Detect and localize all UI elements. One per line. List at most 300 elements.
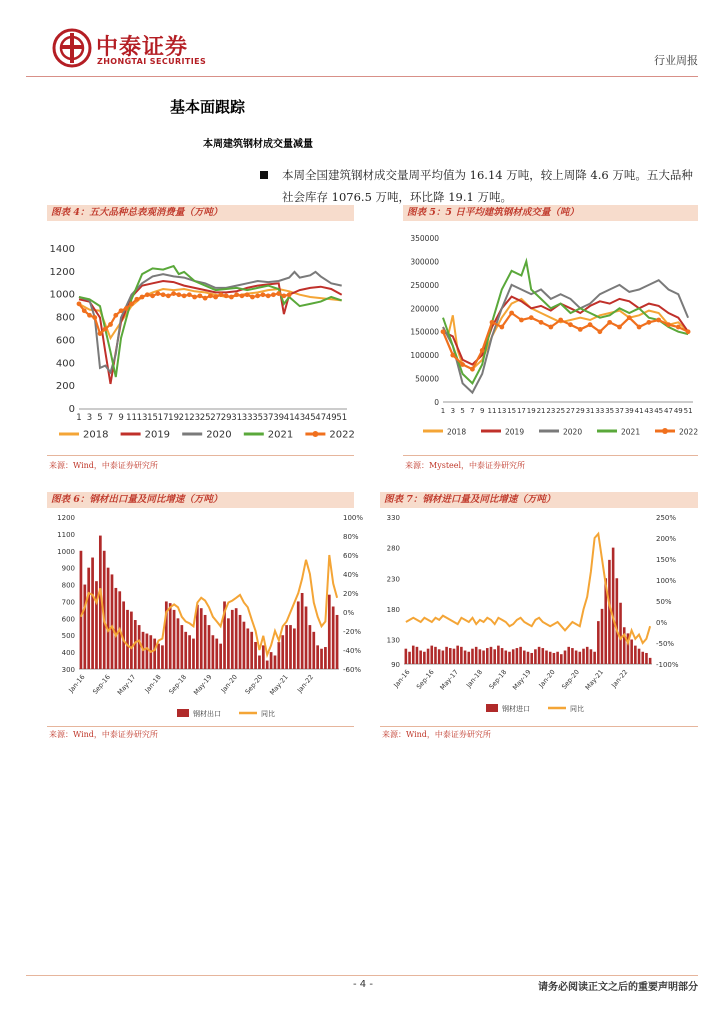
series-point-2022 bbox=[129, 301, 134, 306]
y-left-tick-label: 400 bbox=[61, 649, 75, 658]
bar bbox=[641, 652, 644, 664]
bar bbox=[285, 625, 288, 669]
series-point-2022 bbox=[113, 313, 118, 318]
bar bbox=[427, 649, 430, 664]
bar bbox=[173, 610, 176, 669]
x-tick-label: 15 bbox=[507, 407, 517, 415]
fig5-title: 图表 5：5 日平均建筑钢材成交量（吨） bbox=[403, 205, 698, 221]
legend-label: 2018 bbox=[83, 429, 109, 441]
series-point-2022 bbox=[597, 329, 602, 334]
x-tick-label: 37 bbox=[615, 407, 624, 415]
bar bbox=[289, 625, 292, 669]
y-left-tick-label: 300 bbox=[61, 666, 75, 674]
legend-label: 钢材出口 bbox=[193, 710, 221, 718]
x-tick-label: 27 bbox=[565, 407, 575, 415]
bar bbox=[445, 647, 448, 664]
y-left-tick-label: 1100 bbox=[57, 530, 75, 539]
series-point-2022 bbox=[509, 311, 514, 316]
x-tick-label: May-21 bbox=[583, 668, 606, 692]
series-point-2022 bbox=[480, 348, 485, 353]
x-tick-label: Jan-22 bbox=[295, 673, 316, 695]
y-left-tick-label: 800 bbox=[61, 581, 75, 590]
x-tick-label: Sep-16 bbox=[91, 673, 112, 696]
fig4-divider bbox=[47, 455, 354, 456]
bar bbox=[297, 601, 300, 669]
series-line-2020 bbox=[443, 280, 688, 392]
bar bbox=[530, 653, 533, 664]
bar bbox=[590, 649, 593, 664]
bar bbox=[479, 649, 482, 664]
series-point-2022 bbox=[98, 331, 103, 336]
bar bbox=[243, 622, 246, 669]
bar bbox=[616, 578, 619, 664]
x-tick-label: May-19 bbox=[192, 673, 214, 697]
bar bbox=[107, 568, 110, 669]
x-tick-label: 45 bbox=[654, 407, 664, 415]
bar bbox=[293, 628, 296, 669]
bar bbox=[567, 647, 570, 664]
x-tick-label: 47 bbox=[315, 413, 327, 423]
x-tick-label: 35 bbox=[605, 407, 615, 415]
legend-label: 2020 bbox=[206, 429, 232, 441]
footer-divider bbox=[26, 975, 698, 976]
fig6-divider bbox=[47, 726, 354, 727]
brand-logo-icon bbox=[52, 28, 92, 68]
series-point-2022 bbox=[607, 320, 612, 325]
bar bbox=[412, 646, 415, 664]
bar bbox=[593, 652, 596, 664]
x-tick-label: 13 bbox=[497, 407, 507, 415]
y-right-tick-label: -40% bbox=[343, 647, 362, 655]
x-tick-label: May-17 bbox=[115, 673, 138, 697]
series-point-2022 bbox=[519, 318, 524, 323]
series-point-2022 bbox=[637, 325, 642, 330]
series-point-2022 bbox=[578, 327, 583, 332]
series-point-2022 bbox=[124, 306, 129, 311]
y-tick-label: 0 bbox=[434, 398, 439, 407]
fig4-title: 图表 4：五大品种总表观消费量（万吨） bbox=[47, 205, 354, 221]
x-tick-label: 51 bbox=[683, 407, 693, 415]
bar bbox=[471, 649, 474, 664]
legend-swatch-bar bbox=[486, 704, 498, 712]
brand-name-en: ZHONGTAI SECURITIES bbox=[97, 57, 207, 66]
legend-label: 2019 bbox=[144, 429, 171, 441]
legend-label: 2022 bbox=[679, 427, 699, 437]
bar bbox=[416, 647, 419, 664]
bar bbox=[87, 568, 90, 669]
bar bbox=[270, 652, 273, 669]
x-tick-label: May-19 bbox=[511, 668, 533, 692]
bar bbox=[453, 649, 456, 664]
bar bbox=[523, 651, 526, 664]
x-tick-label: 29 bbox=[220, 413, 232, 423]
x-tick-label: 31 bbox=[231, 413, 243, 423]
y-tick-label: 600 bbox=[55, 335, 75, 347]
y-tick-label: 150000 bbox=[410, 327, 439, 337]
y-right-tick-label: 60% bbox=[343, 552, 359, 560]
bar bbox=[208, 625, 211, 669]
bar bbox=[419, 651, 422, 664]
bar bbox=[305, 607, 308, 669]
series-point-2022 bbox=[140, 295, 145, 300]
series-point-2022 bbox=[92, 315, 97, 320]
series-point-2022 bbox=[245, 292, 250, 297]
x-tick-label: 33 bbox=[241, 413, 253, 423]
y-left-tick-label: 1200 bbox=[57, 514, 75, 522]
series-point-2022 bbox=[234, 292, 239, 297]
series-point-2022 bbox=[266, 293, 271, 298]
series-point-2022 bbox=[450, 353, 455, 358]
bar bbox=[564, 651, 567, 664]
bar bbox=[649, 658, 652, 664]
y-right-tick-label: -20% bbox=[343, 628, 362, 636]
bar bbox=[560, 654, 563, 664]
x-tick-label: 7 bbox=[107, 413, 114, 423]
y-tick-label: 300000 bbox=[410, 257, 439, 267]
page-number: - 4 - bbox=[353, 979, 373, 990]
legend-label: 2019 bbox=[505, 427, 525, 437]
series-point-2022 bbox=[82, 308, 87, 313]
x-tick-label: 1 bbox=[76, 413, 82, 423]
legend-label: 钢材进口 bbox=[502, 705, 530, 713]
legend-label: 2018 bbox=[447, 427, 467, 437]
bar bbox=[227, 618, 230, 669]
bar bbox=[467, 652, 470, 664]
series-point-2022 bbox=[203, 296, 208, 301]
fig5-divider bbox=[403, 455, 698, 456]
x-tick-label: 51 bbox=[336, 413, 348, 423]
bar bbox=[312, 632, 315, 669]
y-right-tick-label: 20% bbox=[343, 590, 359, 598]
x-tick-label: 29 bbox=[575, 407, 585, 415]
bullet-icon bbox=[260, 171, 268, 179]
fig7-title: 图表 7：钢材进口量及同比增速（万吨） bbox=[380, 492, 698, 508]
y-right-tick-label: 0% bbox=[343, 609, 355, 617]
bar bbox=[258, 655, 261, 669]
series-point-2022 bbox=[255, 293, 260, 298]
bar bbox=[456, 646, 459, 664]
bar bbox=[571, 648, 574, 664]
y-left-tick-label: 1000 bbox=[57, 547, 75, 556]
y-tick-label: 200 bbox=[55, 381, 75, 393]
series-point-2022 bbox=[218, 292, 223, 297]
bar bbox=[619, 603, 622, 664]
x-tick-label: 33 bbox=[595, 407, 605, 415]
series-point-2022 bbox=[224, 293, 229, 298]
x-tick-label: 9 bbox=[479, 407, 485, 415]
x-tick-label: 19 bbox=[168, 413, 180, 423]
x-tick-label: 43 bbox=[644, 407, 654, 415]
series-point-2022 bbox=[282, 293, 287, 298]
bar bbox=[601, 609, 604, 664]
series-point-2022 bbox=[145, 292, 150, 297]
bar bbox=[83, 585, 86, 669]
series-point-2022 bbox=[108, 322, 113, 327]
series-point-2022 bbox=[208, 293, 213, 298]
legend-label: 2020 bbox=[563, 427, 583, 437]
fig6-source: 来源：Wind，中泰证券研究所 bbox=[49, 730, 158, 739]
bar bbox=[582, 649, 585, 664]
bar bbox=[301, 593, 304, 669]
bar bbox=[542, 648, 545, 664]
series-point-2022 bbox=[155, 291, 160, 296]
bar bbox=[482, 651, 485, 664]
y-right-tick-label: 150% bbox=[656, 556, 677, 564]
x-tick-label: 45 bbox=[304, 413, 316, 423]
x-tick-label: 21 bbox=[178, 413, 190, 423]
x-tick-label: 17 bbox=[516, 407, 526, 415]
bar bbox=[579, 652, 582, 664]
bar bbox=[111, 574, 114, 669]
y-left-tick-label: 180 bbox=[386, 605, 400, 614]
x-tick-label: 7 bbox=[470, 407, 475, 415]
series-point-2022 bbox=[627, 315, 632, 320]
fig4-source: 来源：Wind，中泰证券研究所 bbox=[49, 461, 158, 470]
y-tick-label: 50000 bbox=[415, 374, 439, 384]
y-left-tick-label: 900 bbox=[61, 564, 75, 573]
bar bbox=[324, 647, 327, 669]
series-point-2022 bbox=[166, 293, 171, 298]
series-point-2022 bbox=[119, 308, 124, 313]
series-point-2022 bbox=[171, 291, 176, 296]
bar bbox=[246, 628, 249, 669]
y-left-tick-label: 600 bbox=[61, 615, 75, 624]
bar bbox=[423, 652, 426, 664]
bar bbox=[575, 651, 578, 664]
series-point-2022 bbox=[646, 320, 651, 325]
bar bbox=[486, 648, 489, 664]
bar bbox=[586, 647, 589, 664]
y-right-tick-label: 80% bbox=[343, 533, 359, 541]
x-tick-label: Sep-18 bbox=[167, 673, 189, 696]
x-tick-label: 25 bbox=[556, 407, 566, 415]
legend-label: 2021 bbox=[621, 427, 641, 437]
x-tick-label: Sep-20 bbox=[243, 673, 265, 696]
series-point-2022 bbox=[558, 318, 563, 323]
bar bbox=[623, 627, 626, 664]
series-point-2022 bbox=[568, 322, 573, 327]
x-tick-label: 9 bbox=[118, 413, 124, 423]
x-tick-label: 47 bbox=[664, 407, 673, 415]
series-point-2022 bbox=[213, 295, 218, 300]
y-tick-label: 1000 bbox=[49, 289, 75, 301]
y-tick-label: 200000 bbox=[410, 304, 439, 314]
series-point-2022 bbox=[686, 329, 691, 334]
fig5-source: 来源：Mysteel，中泰证券研究所 bbox=[405, 461, 526, 470]
series-point-2022 bbox=[150, 293, 155, 298]
y-left-tick-label: 230 bbox=[386, 575, 400, 584]
summary-paragraph: 本周全国建筑钢材成交量周平均值为 16.14 万吨，较上周降 4.6 万吨。五大品种社会库存 1076.5 万吨，环比降 19.1 万吨。 bbox=[282, 168, 693, 204]
bar bbox=[464, 651, 467, 664]
y-left-tick-label: 90 bbox=[391, 661, 400, 669]
bar bbox=[556, 652, 559, 664]
bar bbox=[320, 649, 323, 669]
bar bbox=[434, 647, 437, 664]
bar bbox=[638, 649, 641, 664]
brand-name-cn: 中泰证券 bbox=[96, 35, 189, 60]
bar bbox=[634, 646, 637, 664]
series-point-2022 bbox=[87, 313, 92, 318]
legend-label: 同比 bbox=[261, 710, 275, 718]
bar bbox=[449, 648, 452, 664]
x-tick-label: Jan-20 bbox=[537, 668, 557, 690]
y-left-tick-label: 130 bbox=[386, 636, 400, 645]
series-point-2022 bbox=[529, 315, 534, 320]
bar bbox=[527, 652, 530, 664]
bar bbox=[274, 655, 277, 669]
series-point-2022 bbox=[261, 292, 266, 297]
bar bbox=[545, 651, 548, 664]
series-point-2022 bbox=[460, 362, 465, 367]
x-tick-label: 37 bbox=[262, 413, 274, 423]
bar bbox=[512, 649, 515, 664]
x-tick-label: Sep-18 bbox=[487, 668, 509, 691]
bar bbox=[336, 615, 339, 669]
bar bbox=[504, 651, 507, 664]
series-point-2022 bbox=[182, 293, 187, 298]
bar bbox=[328, 595, 331, 669]
bar bbox=[215, 639, 218, 669]
series-point-2022 bbox=[176, 292, 181, 297]
bar bbox=[538, 647, 541, 664]
bar bbox=[534, 649, 537, 664]
bar bbox=[516, 648, 519, 664]
bar bbox=[266, 661, 269, 669]
y-left-tick-label: 330 bbox=[386, 514, 400, 522]
legend-marker-2022 bbox=[662, 428, 668, 434]
bar bbox=[188, 635, 191, 669]
x-tick-label: May-17 bbox=[438, 668, 460, 692]
bar bbox=[184, 632, 187, 669]
bar bbox=[169, 603, 172, 669]
section-title: 基本面跟踪 bbox=[170, 98, 246, 116]
legend-label: 2021 bbox=[267, 429, 294, 441]
fig7-source: 来源：Wind，中泰证券研究所 bbox=[382, 730, 491, 739]
bar bbox=[309, 625, 312, 669]
x-tick-label: Jan-18 bbox=[464, 668, 485, 690]
bar bbox=[231, 610, 234, 669]
series-point-2022 bbox=[656, 318, 661, 323]
x-tick-label: Sep-16 bbox=[414, 668, 436, 691]
y-left-tick-label: 700 bbox=[61, 598, 75, 607]
x-tick-label: 41 bbox=[283, 413, 295, 423]
series-point-2022 bbox=[548, 325, 553, 330]
y-right-tick-label: 100% bbox=[343, 514, 364, 522]
bar bbox=[408, 652, 411, 664]
fig4-chart bbox=[47, 224, 357, 449]
x-tick-label: 21 bbox=[536, 407, 546, 415]
bar bbox=[180, 625, 183, 669]
x-tick-label: 15 bbox=[147, 413, 158, 423]
x-tick-label: 13 bbox=[136, 413, 148, 423]
bar bbox=[200, 608, 203, 669]
x-tick-label: 3 bbox=[450, 407, 456, 415]
y-right-tick-label: -100% bbox=[656, 661, 679, 669]
x-tick-label: 23 bbox=[546, 407, 556, 415]
bar bbox=[91, 558, 94, 669]
series-point-2022 bbox=[161, 292, 166, 297]
footer-disclaimer: 请务必阅读正文之后的重要声明部分 bbox=[538, 982, 698, 993]
series-point-2022 bbox=[197, 293, 202, 298]
series-point-2022 bbox=[539, 320, 544, 325]
bar bbox=[597, 621, 600, 664]
series-point-2022 bbox=[250, 295, 255, 300]
x-tick-label: 35 bbox=[252, 413, 264, 423]
bar bbox=[277, 642, 280, 669]
bar bbox=[235, 608, 238, 669]
bar bbox=[430, 646, 433, 664]
series-line-2021 bbox=[79, 266, 342, 377]
y-right-tick-label: 50% bbox=[656, 598, 672, 606]
bar bbox=[281, 635, 284, 669]
subsection-title: 本周建筑钢材成交量减量 bbox=[203, 139, 313, 150]
bar bbox=[553, 653, 556, 664]
bar bbox=[497, 646, 500, 664]
bar bbox=[493, 649, 496, 664]
y-right-tick-label: 200% bbox=[656, 535, 677, 543]
bar bbox=[475, 647, 478, 664]
legend-label: 同比 bbox=[570, 705, 584, 713]
bar bbox=[612, 548, 615, 664]
series-point-2022 bbox=[588, 322, 593, 327]
x-tick-label: 39 bbox=[624, 407, 634, 415]
y-tick-label: 250000 bbox=[410, 280, 439, 290]
x-tick-label: 27 bbox=[210, 413, 222, 423]
y-right-tick-label: 0% bbox=[656, 619, 668, 627]
series-point-2022 bbox=[441, 329, 446, 334]
bar bbox=[316, 645, 319, 669]
fig5-chart bbox=[403, 224, 703, 449]
bar bbox=[508, 652, 511, 664]
y-right-tick-label: 40% bbox=[343, 571, 359, 579]
bar bbox=[239, 615, 242, 669]
series-point-2022 bbox=[240, 293, 245, 298]
series-point-2022 bbox=[470, 367, 475, 372]
x-tick-label: 23 bbox=[189, 413, 201, 423]
bar bbox=[405, 649, 408, 664]
series-point-2022 bbox=[617, 325, 622, 330]
series-point-2022 bbox=[499, 325, 504, 330]
y-right-tick-label: -50% bbox=[656, 640, 675, 648]
bar bbox=[204, 615, 207, 669]
bar bbox=[192, 639, 195, 669]
y-tick-label: 400 bbox=[55, 358, 75, 370]
series-point-2022 bbox=[490, 320, 495, 325]
x-tick-label: Jan-16 bbox=[67, 673, 87, 695]
y-right-tick-label: -60% bbox=[343, 666, 362, 674]
x-tick-label: 49 bbox=[325, 413, 337, 423]
bar bbox=[212, 635, 215, 669]
bar bbox=[490, 647, 493, 664]
x-tick-label: Jan-20 bbox=[219, 673, 239, 695]
bar bbox=[442, 651, 445, 664]
fig6-title: 图表 6：钢材出口量及同比增速（万吨） bbox=[47, 492, 354, 508]
bar bbox=[630, 640, 633, 665]
y-tick-label: 1400 bbox=[49, 244, 75, 255]
bar bbox=[219, 644, 222, 669]
legend-swatch-bar bbox=[177, 709, 189, 717]
x-tick-label: 25 bbox=[199, 413, 211, 423]
series-point-2022 bbox=[134, 297, 139, 302]
series-point-2022 bbox=[276, 291, 281, 296]
bar bbox=[130, 612, 133, 669]
y-left-tick-label: 500 bbox=[61, 632, 75, 641]
y-left-tick-label: 280 bbox=[386, 544, 400, 553]
series-line-2022 bbox=[79, 294, 289, 334]
bar bbox=[332, 607, 335, 669]
bar bbox=[138, 625, 141, 669]
series-point-2022 bbox=[666, 322, 671, 327]
